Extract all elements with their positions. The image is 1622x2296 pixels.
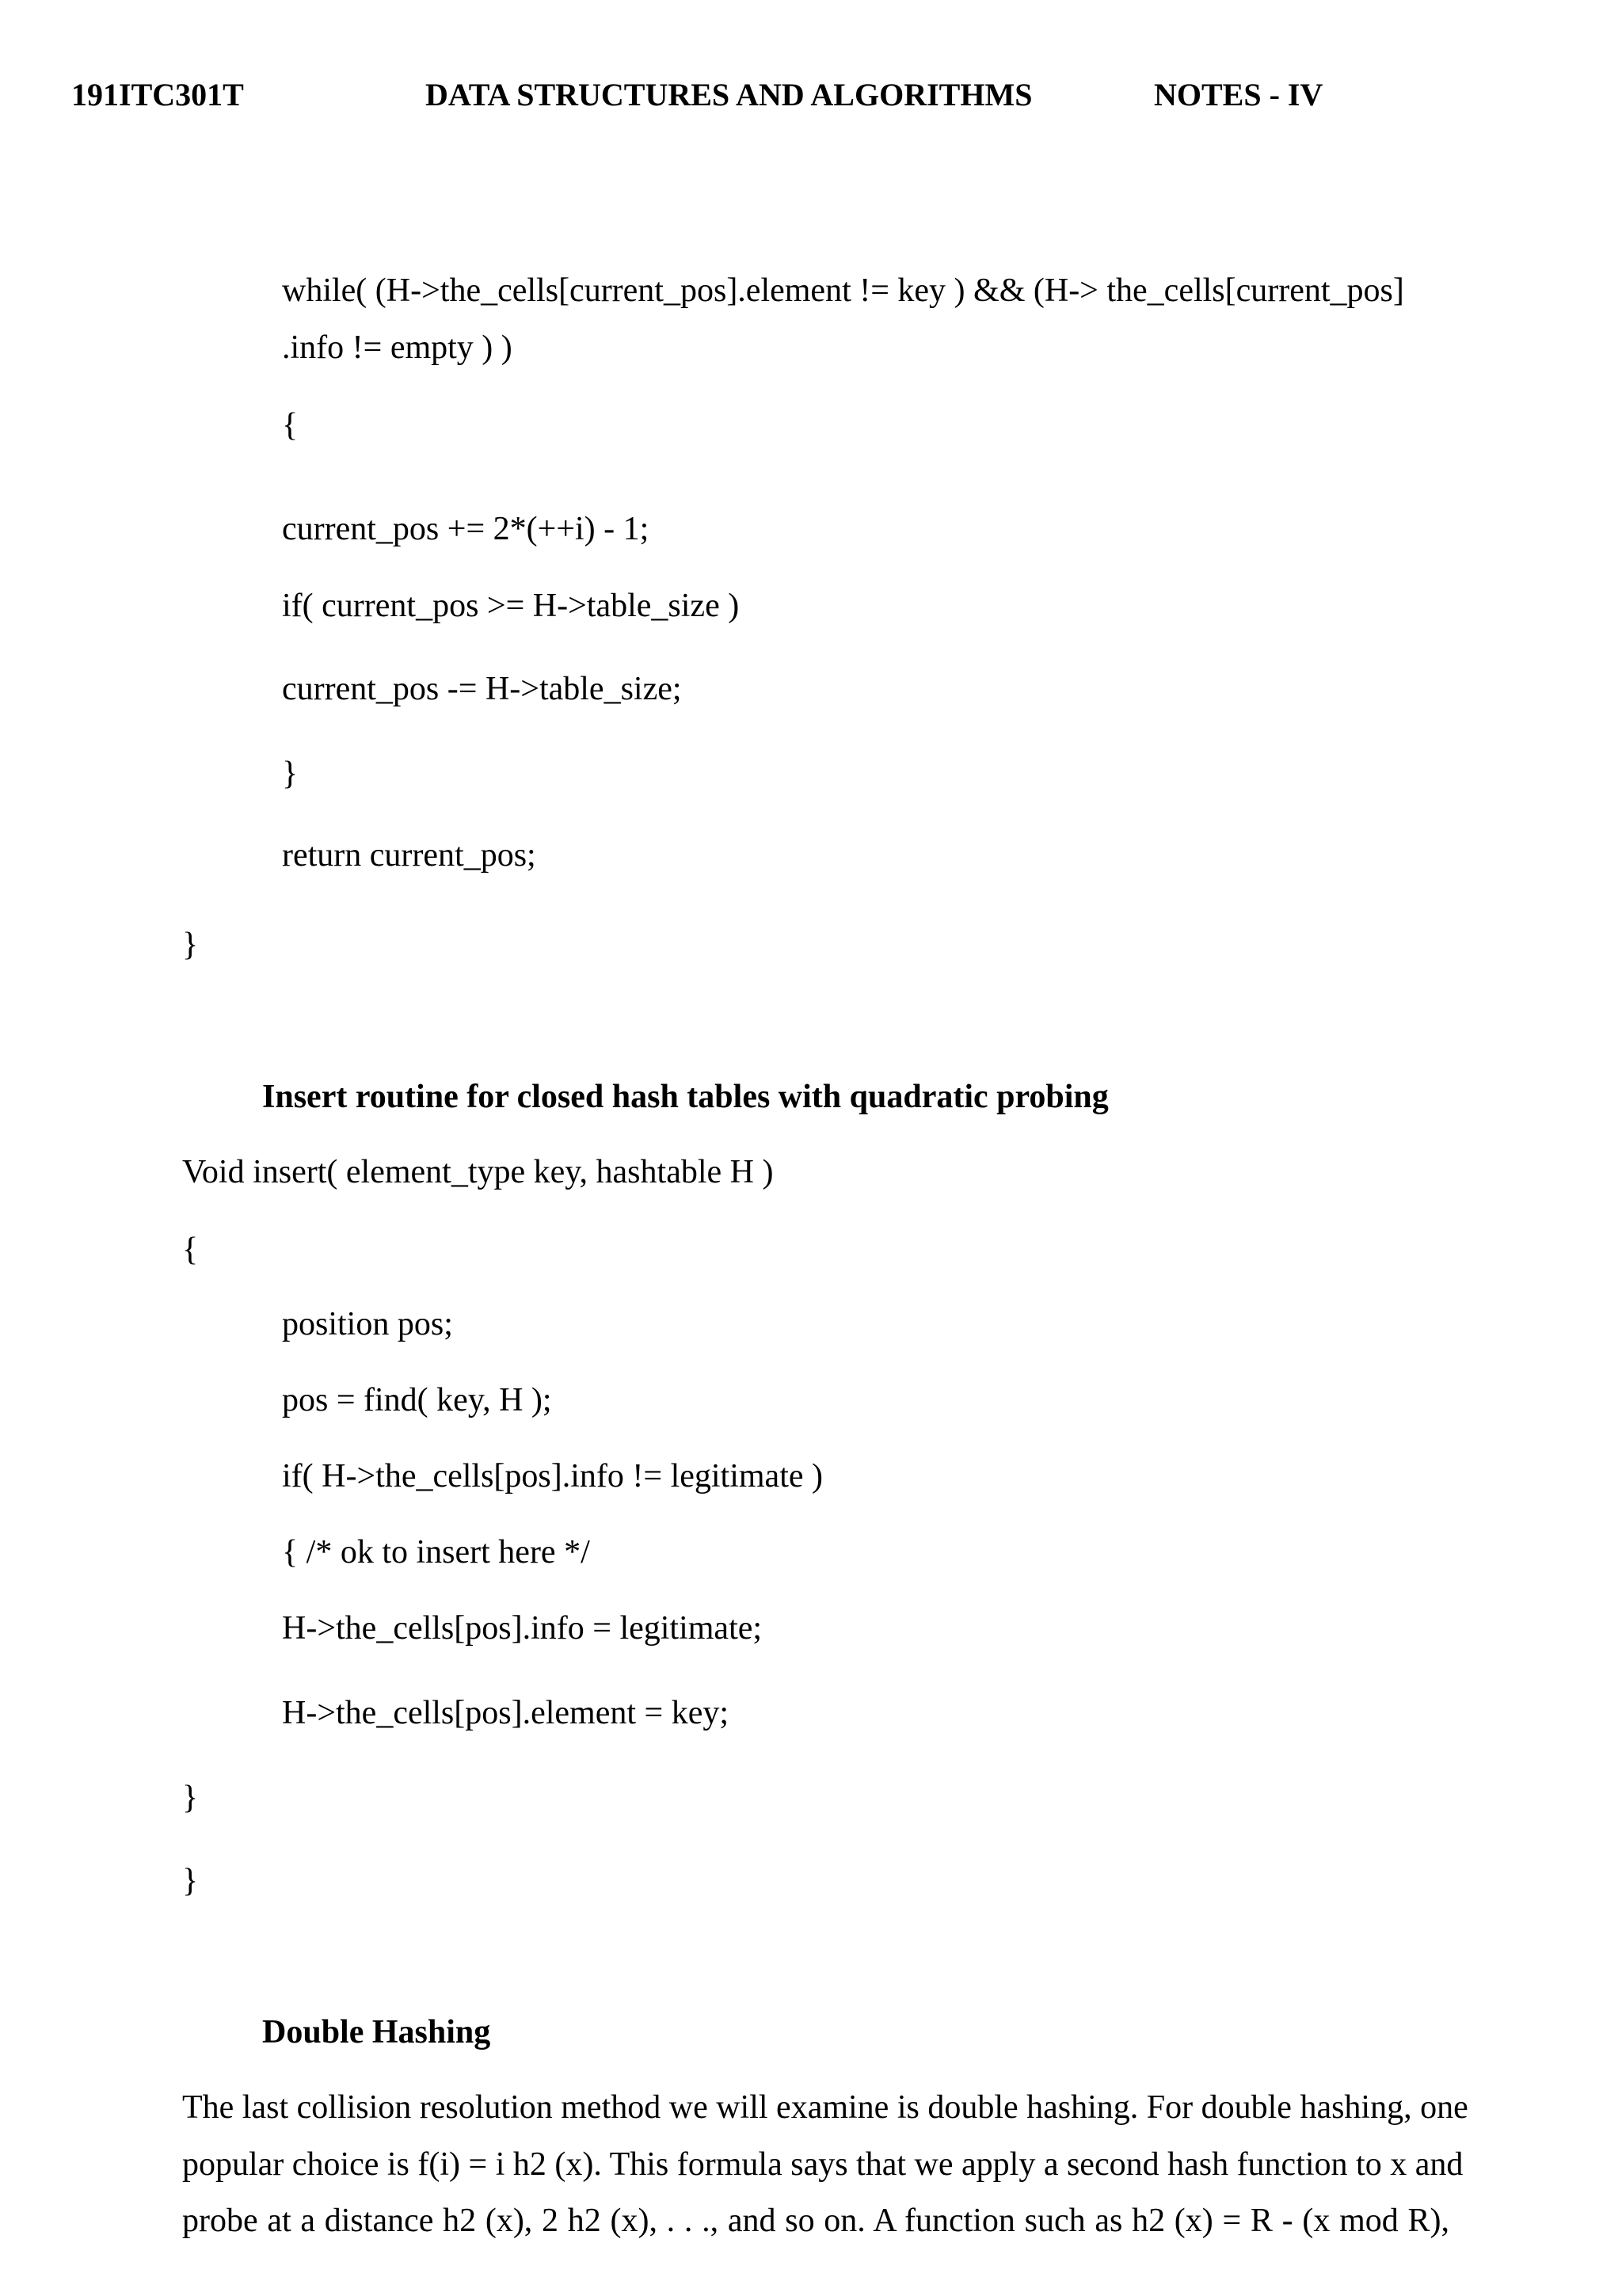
paragraph-line: The last collision resolution method we will examine is double hashing. For double hashing, one xyxy=(182,2089,1468,2126)
notes-label: NOTES - IV xyxy=(1154,77,1323,112)
double-hashing-heading: Double Hashing xyxy=(262,2014,491,2050)
code-line: Void insert( element_type key, hashtable H ) xyxy=(182,1154,774,1190)
code-line: { /* ok to insert here */ xyxy=(282,1534,590,1571)
paragraph-line: popular choice is f(i) = i h2 (x). This formula says that we apply a second hash function to x and xyxy=(182,2146,1464,2183)
code-line: } xyxy=(282,756,299,792)
code-line: if( current_pos >= H->table_size ) xyxy=(282,588,740,624)
paragraph-line: probe at a distance h2 (x), 2 h2 (x), . . ., and so on. A function such as h2 (x) = R - (x mod R), xyxy=(182,2203,1449,2239)
course-code: 191ITC301T xyxy=(71,77,244,112)
code-line: while( (H->the_cells[current_pos].element != key ) && (H-> the_cells[current_pos] xyxy=(282,272,1404,309)
code-line: return current_pos; xyxy=(282,837,536,874)
code-line: current_pos -= H->table_size; xyxy=(282,671,682,707)
insert-routine-heading: Insert routine for closed hash tables with quadratic probing xyxy=(262,1079,1109,1115)
code-line: H->the_cells[pos].element = key; xyxy=(282,1695,729,1731)
code-line: H->the_cells[pos].info = legitimate; xyxy=(282,1610,763,1647)
code-line: current_pos += 2*(++i) - 1; xyxy=(282,511,649,547)
code-line: if( H->the_cells[pos].info != legitimate ) xyxy=(282,1458,823,1494)
code-line: } xyxy=(182,1780,199,1816)
code-line: position pos; xyxy=(282,1306,453,1342)
code-line: .info != empty ) ) xyxy=(282,329,512,366)
code-line: } xyxy=(182,1863,199,1899)
code-line: { xyxy=(282,407,299,444)
course-title: DATA STRUCTURES AND ALGORITHMS xyxy=(425,77,1033,112)
code-line: pos = find( key, H ); xyxy=(282,1382,552,1418)
code-line: { xyxy=(182,1232,199,1268)
code-line: } xyxy=(182,927,199,963)
